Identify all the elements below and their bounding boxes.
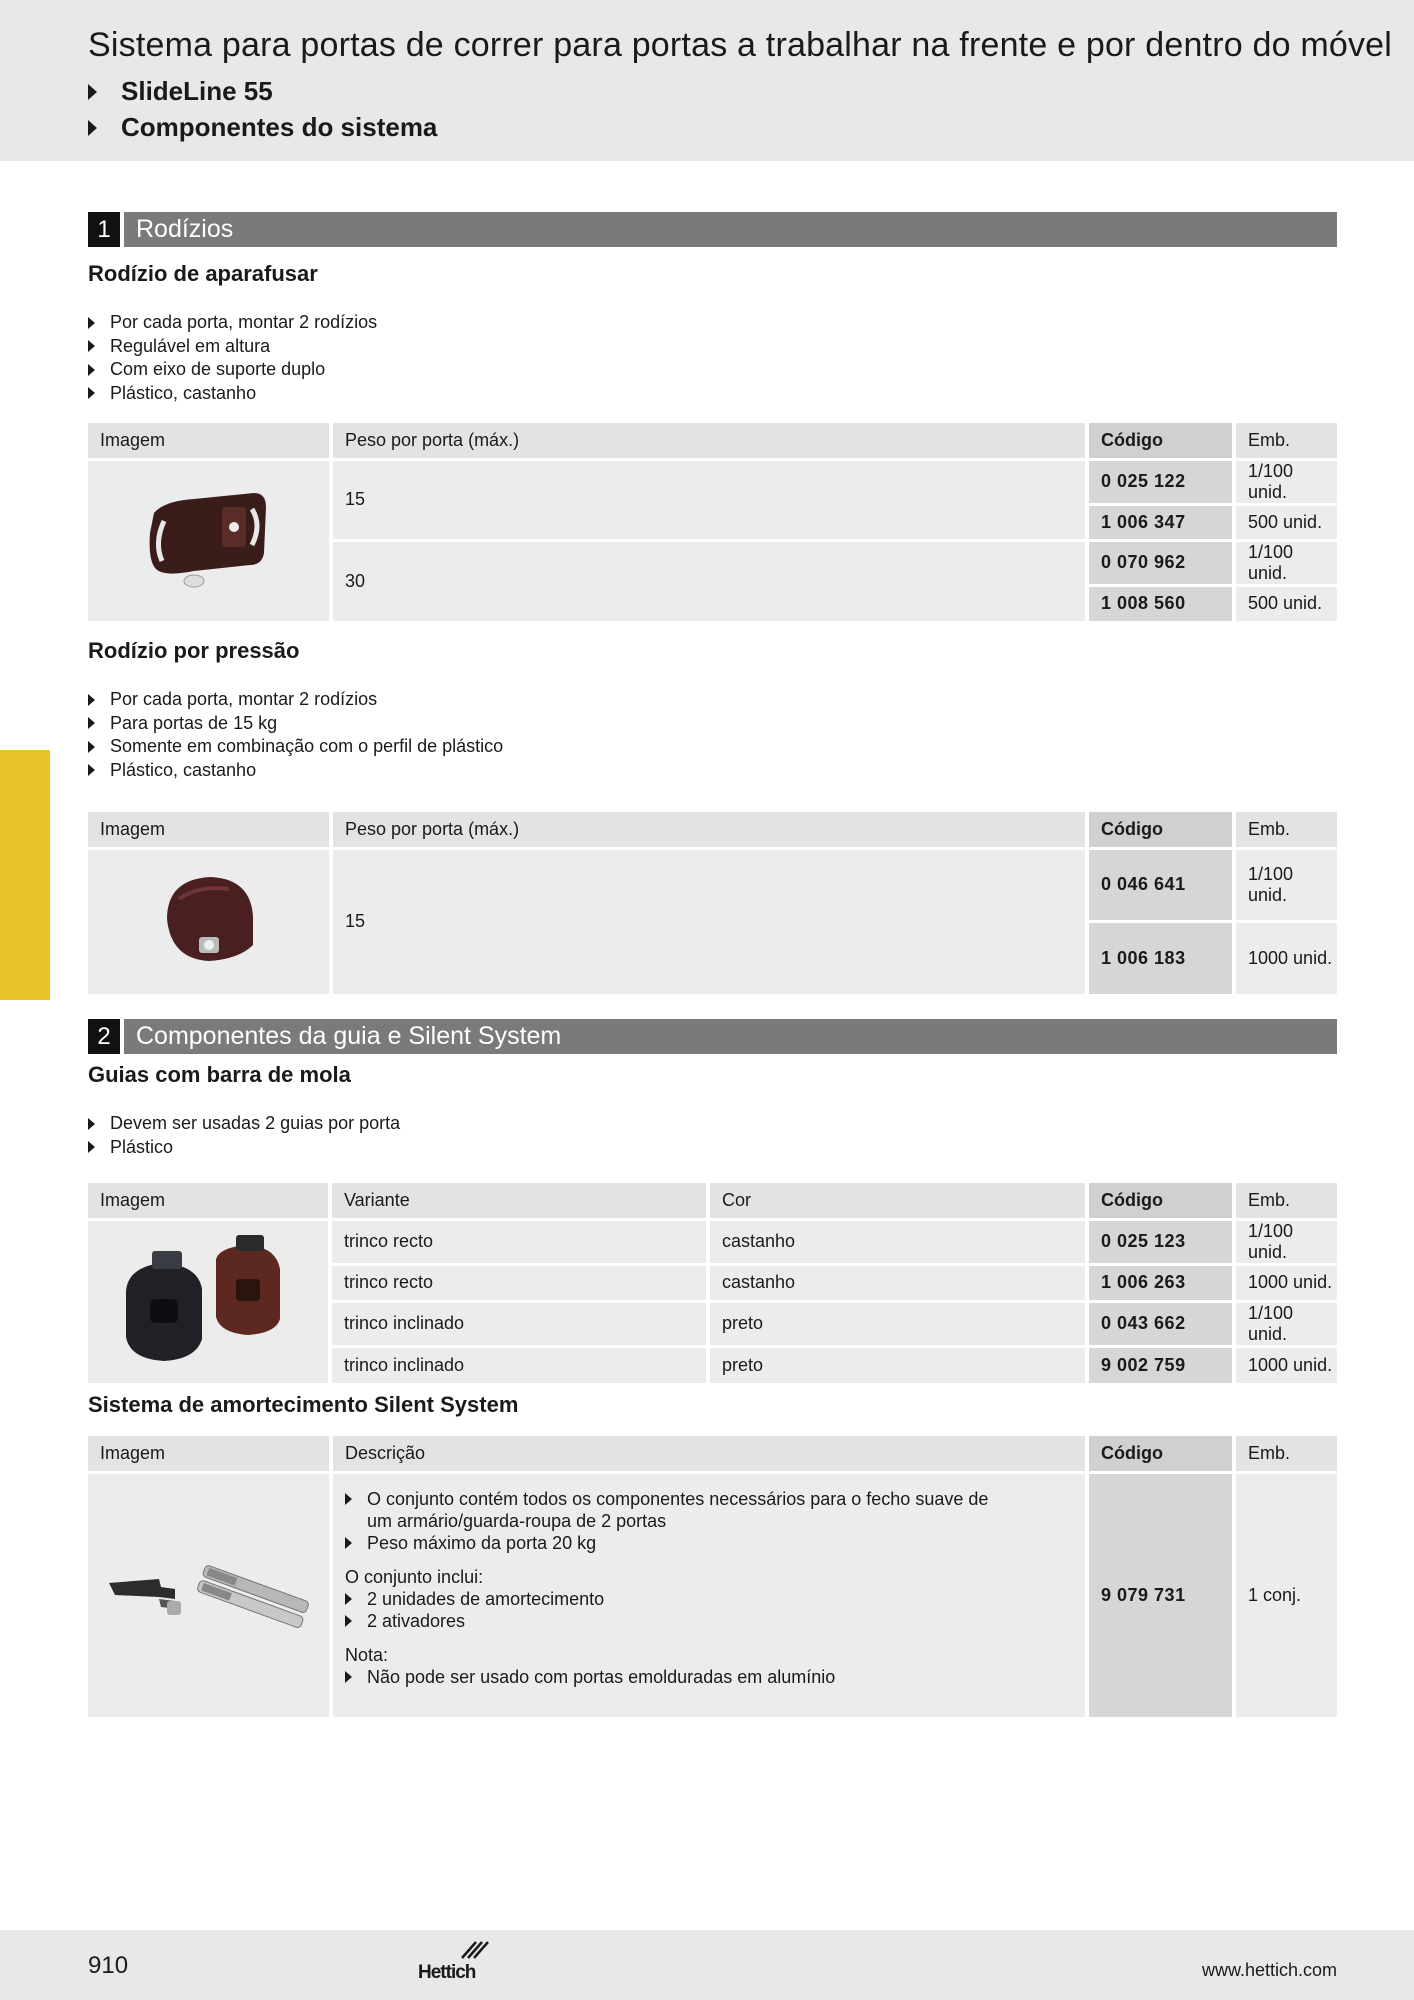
column-header: Imagem — [88, 1436, 331, 1472]
pack-cell: 500 unid. — [1234, 504, 1337, 540]
product-table — [88, 1183, 1337, 1383]
list-item: Peso máximo da porta 20 kg — [345, 1532, 1085, 1554]
variant-cell: trinco inclinado — [330, 1346, 708, 1383]
logo-mark-icon — [458, 1938, 498, 1960]
weight-cell: 30 — [331, 540, 1087, 621]
color-cell: castanho — [708, 1264, 1087, 1301]
product-heading: Rodízio por pressão — [88, 638, 300, 663]
product-image — [88, 848, 331, 994]
pack-cell: 1000 unid. — [1234, 921, 1337, 994]
screw-roller-image — [134, 473, 284, 603]
pack-cell: 1/100 unid. — [1234, 1301, 1337, 1346]
product-image — [88, 1472, 331, 1717]
subtitle-components: Componentes do sistema — [88, 112, 437, 143]
hettich-logo: Hettich — [418, 1938, 488, 1984]
feature-list — [88, 688, 503, 782]
column-header: Peso por porta (máx.) — [331, 423, 1087, 459]
list-item: Por cada porta, montar 2 rodízios — [88, 688, 503, 712]
column-header: Peso por porta (máx.) — [331, 812, 1087, 848]
variant-cell: trinco inclinado — [330, 1301, 708, 1346]
list-item: Somente em combinação com o perfil de plástico — [88, 735, 503, 759]
list-item: Plástico, castanho — [88, 382, 377, 406]
section-number: 2 — [88, 1019, 120, 1054]
list-item: Devem ser usadas 2 guias por porta — [88, 1112, 400, 1136]
code-cell: 1 008 560 — [1087, 585, 1234, 621]
list-item: O conjunto contém todos os componentes necessários para o fecho suave de um armário/guarda-roupa de 2 portas — [345, 1488, 1085, 1532]
list-item: Plástico — [88, 1136, 400, 1160]
column-header: Imagem — [88, 1183, 330, 1219]
website-link[interactable]: www.hettich.com — [1201, 1960, 1337, 1980]
subtitle-product: SlideLine 55 — [88, 76, 273, 107]
weight-cell: 15 — [331, 459, 1087, 540]
column-header: Emb. — [1234, 1183, 1337, 1219]
product-heading: Rodízio de aparafusar — [88, 261, 318, 286]
list-item: Com eixo de suporte duplo — [88, 358, 377, 382]
silent-system-image — [99, 1543, 319, 1643]
list-item: Plástico, castanho — [88, 759, 503, 783]
product-heading: Sistema de amortecimento Silent System — [88, 1392, 519, 1417]
column-header: Imagem — [88, 423, 331, 459]
column-header: Código — [1087, 1183, 1234, 1219]
code-cell: 0 043 662 — [1087, 1301, 1234, 1346]
list-item: Não pode ser usado com portas emolduradas em alumínio — [345, 1666, 1085, 1688]
color-cell: castanho — [708, 1219, 1087, 1264]
code-cell: 9 002 759 — [1087, 1346, 1234, 1383]
product-table — [88, 1436, 1337, 1717]
pack-cell: 1/100 unid. — [1234, 1219, 1337, 1264]
list-item: 2 ativadores — [345, 1610, 1085, 1632]
color-cell: preto — [708, 1301, 1087, 1346]
column-header: Emb. — [1234, 812, 1337, 848]
code-cell: 0 025 123 — [1087, 1219, 1234, 1264]
arrow-right-icon — [88, 84, 97, 100]
weight-cell: 15 — [331, 848, 1087, 994]
column-header: Código — [1087, 812, 1234, 848]
product-heading: Guias com barra de mola — [88, 1062, 351, 1087]
press-roller-image — [149, 859, 269, 979]
section-bar-1 — [88, 212, 1337, 247]
product-table — [88, 423, 1337, 621]
note-label: Nota: — [345, 1644, 389, 1665]
code-cell: 0 046 641 — [1087, 848, 1234, 921]
pack-cell: 1000 unid. — [1234, 1264, 1337, 1301]
list-item: Por cada porta, montar 2 rodízios — [88, 311, 377, 335]
list-item: 2 unidades de amortecimento — [345, 1588, 1085, 1610]
column-header: Código — [1087, 1436, 1234, 1472]
code-cell: 0 070 962 — [1087, 540, 1234, 585]
list-item: Para portas de 15 kg — [88, 712, 503, 736]
pack-cell: 1 conj. — [1234, 1472, 1337, 1717]
pack-cell: 1000 unid. — [1234, 1346, 1337, 1383]
section-number: 1 — [88, 212, 120, 247]
code-cell: 0 025 122 — [1087, 459, 1234, 504]
product-image — [88, 459, 331, 621]
pack-cell: 1/100 unid. — [1234, 848, 1337, 921]
color-cell: preto — [708, 1346, 1087, 1383]
column-header: Código — [1087, 423, 1234, 459]
section-title: Componentes da guia e Silent System — [120, 1019, 561, 1054]
column-header: Variante — [330, 1183, 708, 1219]
page-title: Sistema para portas de correr para portas a trabalhar na frente e por dentro do móvel — [88, 26, 1393, 64]
column-header: Emb. — [1234, 423, 1337, 459]
feature-list — [88, 1112, 400, 1159]
code-cell: 1 006 347 — [1087, 504, 1234, 540]
arrow-right-icon — [88, 120, 97, 136]
pack-cell: 500 unid. — [1234, 585, 1337, 621]
guide-image — [108, 1229, 308, 1369]
product-image — [88, 1219, 330, 1383]
variant-cell: trinco recto — [330, 1264, 708, 1301]
chapter-tab — [0, 750, 50, 1000]
section-bar-2 — [88, 1019, 1337, 1054]
description-cell — [331, 1472, 1087, 1717]
column-header: Emb. — [1234, 1436, 1337, 1472]
list-item: Regulável em altura — [88, 335, 377, 359]
column-header: Cor — [708, 1183, 1087, 1219]
includes-label: O conjunto inclui: — [345, 1566, 484, 1587]
product-table — [88, 812, 1337, 994]
pack-cell: 1/100 unid. — [1234, 459, 1337, 504]
code-cell: 1 006 183 — [1087, 921, 1234, 994]
section-title: Rodízios — [120, 212, 233, 247]
pack-cell: 1/100 unid. — [1234, 540, 1337, 585]
variant-cell: trinco recto — [330, 1219, 708, 1264]
feature-list — [88, 311, 377, 405]
column-header: Imagem — [88, 812, 331, 848]
page-number: 910 — [88, 1952, 129, 1979]
column-header: Descrição — [331, 1436, 1087, 1472]
code-cell: 1 006 263 — [1087, 1264, 1234, 1301]
code-cell: 9 079 731 — [1087, 1472, 1234, 1717]
